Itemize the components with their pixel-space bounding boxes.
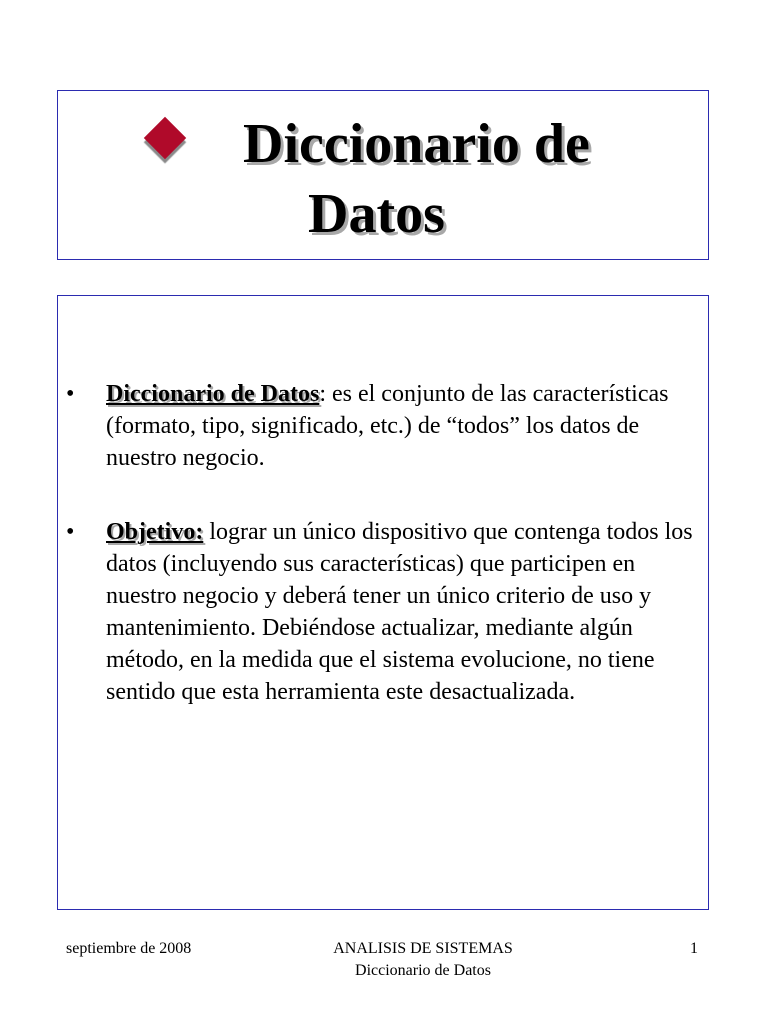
slide-title-line-2: Datos [308, 183, 445, 245]
footer-date: septiembre de 2008 [66, 940, 192, 957]
bullet-marker: • [66, 381, 75, 407]
footer-page-number: 1 [690, 940, 698, 957]
bullet-marker: • [66, 519, 75, 545]
objective-text: lograr un único dispositivo que contenga todos los datos (incluyendo sus características) que participen en nuestro negocio y deberá tener un único criterio de uso y mantenimiento. Debiéndose actualizar, mediante algún método, en la medida que el sistema evolucione, no tiene sentido que esta herramienta este desactualizada. [106, 519, 693, 705]
definition-text: : es el conjunto de las características (formato, tipo, significado, etc.) de “todos” los datos de nuestro negocio. [106, 381, 669, 471]
objective-term: Objetivo: [106, 519, 204, 545]
slide-title-line-1: Diccionario de [243, 113, 590, 175]
definition-paragraph [106, 378, 696, 474]
objective-paragraph [106, 516, 696, 708]
footer-course: ANALISIS DE SISTEMAS [333, 940, 513, 957]
definition-term: Diccionario de Datos [106, 381, 320, 407]
footer-subtitle: Diccionario de Datos [355, 962, 491, 979]
footer-center [300, 938, 546, 982]
